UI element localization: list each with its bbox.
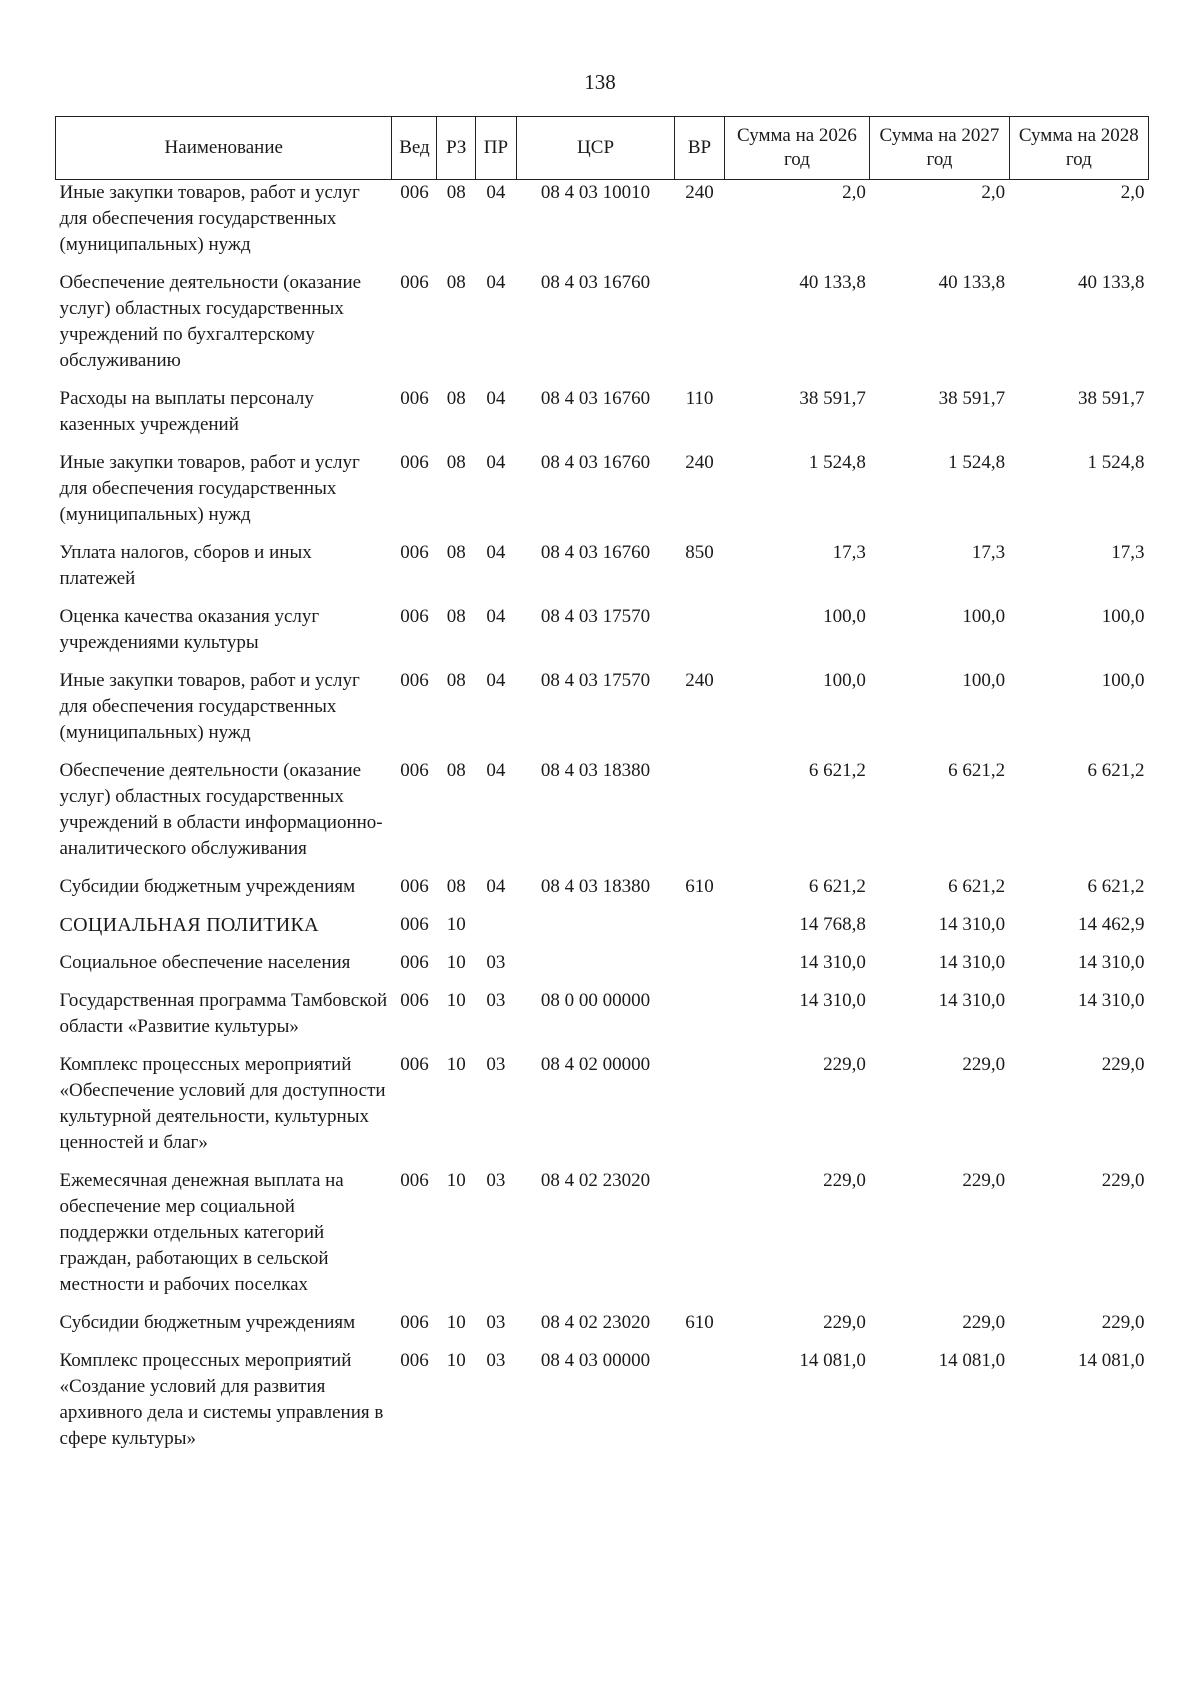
cell-pr: 03 — [486, 1312, 506, 1333]
cell-sum2026: 1 524,8 — [808, 452, 866, 473]
cell-sum2027: 38 591,7 — [938, 388, 1006, 409]
cell-name: Иные закупки товаров, работ и услуг для обеспечения государственных (муниципальных) нужд — [59, 670, 360, 743]
cell-vr: 610 — [685, 876, 714, 897]
cell-name: Комплекс процессных мероприятий «Обеспечение условий для доступности культурной деятельности, культурных ценностей и благ» — [59, 1054, 386, 1153]
cell-csr — [516, 912, 675, 950]
cell-name: Иные закупки товаров, работ и услуг для обеспечения государственных (муниципальных) нужд — [59, 182, 360, 255]
header-sum-2027: Сумма на 2027 год — [870, 117, 1009, 180]
cell-ved: 006 — [400, 452, 429, 473]
cell-sum2028: 100,0 — [1101, 606, 1145, 627]
cell-sum2027: 14 081,0 — [938, 1350, 1006, 1371]
cell-rz: 10 — [446, 952, 466, 973]
header-name: Наименование — [56, 117, 392, 180]
cell-csr: 08 4 02 23020 — [540, 1170, 651, 1191]
cell-sum2028: 1 524,8 — [1087, 452, 1145, 473]
cell-sum2026: 229,0 — [823, 1170, 866, 1191]
cell-pr: 04 — [486, 182, 506, 203]
cell-sum2028: 14 081,0 — [1078, 1350, 1145, 1371]
cell-vr — [675, 1168, 724, 1310]
budget-table — [55, 116, 1149, 1464]
table-row — [56, 874, 1149, 912]
cell-csr: 08 4 03 18380 — [540, 876, 651, 897]
cell-csr: 08 4 03 18380 — [540, 760, 651, 781]
cell-csr: 08 4 03 17570 — [540, 606, 651, 627]
cell-sum2028: 100,0 — [1101, 670, 1145, 691]
header-ved: Вед — [392, 117, 437, 180]
cell-sum2028: 38 591,7 — [1078, 388, 1145, 409]
cell-sum2026: 100,0 — [823, 670, 866, 691]
cell-sum2027: 17,3 — [971, 542, 1006, 563]
table-row — [56, 1348, 1149, 1464]
cell-sum2028: 229,0 — [1101, 1170, 1145, 1191]
cell-sum2027: 100,0 — [962, 606, 1006, 627]
table-row — [56, 1168, 1149, 1310]
cell-ved: 006 — [400, 670, 429, 691]
cell-name: Государственная программа Тамбовской области «Развитие культуры» — [59, 990, 388, 1037]
table-row — [56, 450, 1149, 540]
cell-ved: 006 — [400, 182, 429, 203]
cell-sum2027: 6 621,2 — [948, 876, 1006, 897]
cell-pr: 03 — [486, 990, 506, 1011]
cell-sum2027: 100,0 — [962, 670, 1006, 691]
cell-sum2026: 14 310,0 — [799, 952, 866, 973]
cell-ved: 006 — [400, 952, 429, 973]
cell-sum2028: 14 310,0 — [1078, 990, 1145, 1011]
page-number: 138 — [584, 70, 616, 94]
cell-ved: 006 — [400, 1350, 429, 1371]
cell-ved: 006 — [400, 760, 429, 781]
table-row — [56, 912, 1149, 950]
cell-pr: 04 — [486, 542, 506, 563]
cell-vr: 110 — [685, 388, 714, 409]
cell-sum2026: 40 133,8 — [799, 272, 866, 293]
cell-vr — [675, 1052, 724, 1168]
cell-rz: 10 — [446, 1350, 466, 1371]
table-row — [56, 1310, 1149, 1348]
cell-ved: 006 — [400, 876, 429, 897]
cell-sum2026: 229,0 — [823, 1312, 866, 1333]
cell-csr: 08 4 02 00000 — [540, 1054, 651, 1075]
cell-name: Иные закупки товаров, работ и услуг для обеспечения государственных (муниципальных) нужд — [59, 452, 360, 525]
table-row — [56, 988, 1149, 1052]
cell-vr: 850 — [685, 542, 714, 563]
cell-sum2027: 1 524,8 — [948, 452, 1006, 473]
cell-rz: 08 — [446, 182, 466, 203]
cell-vr — [675, 1348, 724, 1464]
cell-rz: 10 — [446, 914, 466, 935]
cell-ved: 006 — [400, 1054, 429, 1075]
cell-sum2026: 17,3 — [832, 542, 866, 563]
cell-sum2027: 2,0 — [981, 182, 1006, 203]
cell-csr — [516, 950, 675, 988]
cell-sum2028: 14 310,0 — [1078, 952, 1145, 973]
cell-csr: 08 4 03 16760 — [540, 452, 651, 473]
cell-vr — [675, 758, 724, 874]
cell-ved: 006 — [400, 1170, 429, 1191]
cell-name: Оценка качества оказания услуг учреждениями культуры — [59, 606, 320, 653]
header-vr: ВР — [675, 117, 724, 180]
cell-rz: 08 — [446, 542, 466, 563]
cell-csr: 08 4 03 16760 — [540, 542, 651, 563]
table-row — [56, 668, 1149, 758]
cell-pr: 04 — [486, 670, 506, 691]
cell-ved: 006 — [400, 1312, 429, 1333]
cell-sum2027: 14 310,0 — [938, 914, 1006, 935]
cell-sum2027: 229,0 — [962, 1170, 1006, 1191]
cell-csr: 08 4 03 10010 — [540, 182, 651, 203]
table-row — [56, 270, 1149, 386]
cell-vr — [675, 988, 724, 1052]
cell-vr — [675, 912, 724, 950]
cell-sum2027: 14 310,0 — [938, 952, 1006, 973]
cell-sum2028: 14 462,9 — [1078, 914, 1145, 935]
cell-rz: 10 — [446, 1054, 466, 1075]
cell-csr: 08 4 03 00000 — [540, 1350, 651, 1371]
cell-rz: 08 — [446, 452, 466, 473]
cell-ved: 006 — [400, 542, 429, 563]
cell-vr — [675, 950, 724, 988]
header-csr: ЦСР — [516, 117, 675, 180]
table-row — [56, 386, 1149, 450]
cell-sum2026: 2,0 — [842, 182, 866, 203]
cell-pr: 04 — [486, 388, 506, 409]
cell-rz: 08 — [446, 670, 466, 691]
cell-pr: 03 — [486, 1170, 506, 1191]
cell-sum2026: 6 621,2 — [808, 760, 866, 781]
table-row — [56, 1052, 1149, 1168]
table-header-row — [56, 117, 1149, 180]
cell-pr: 04 — [486, 452, 506, 473]
cell-ved: 006 — [400, 272, 429, 293]
cell-sum2026: 229,0 — [823, 1054, 866, 1075]
cell-name: СОЦИАЛЬНАЯ ПОЛИТИКА — [59, 914, 319, 936]
cell-pr: 04 — [486, 606, 506, 627]
table-row — [56, 604, 1149, 668]
cell-ved: 006 — [400, 990, 429, 1011]
cell-sum2028: 229,0 — [1101, 1054, 1145, 1075]
cell-csr: 08 4 03 16760 — [540, 388, 651, 409]
header-pr: ПР — [476, 117, 517, 180]
cell-sum2026: 14 310,0 — [799, 990, 866, 1011]
cell-pr: 04 — [486, 760, 506, 781]
cell-vr: 610 — [685, 1312, 714, 1333]
header-sum-2028: Сумма на 2028 год — [1009, 117, 1148, 180]
cell-vr — [675, 604, 724, 668]
cell-sum2028: 6 621,2 — [1087, 876, 1145, 897]
cell-sum2027: 229,0 — [962, 1054, 1006, 1075]
cell-vr — [675, 270, 724, 386]
cell-name: Расходы на выплаты персоналу казенных учреждений — [59, 388, 314, 435]
cell-sum2028: 40 133,8 — [1078, 272, 1145, 293]
cell-csr: 08 4 03 16760 — [540, 272, 651, 293]
cell-name: Социальное обеспечение населения — [59, 952, 351, 973]
cell-pr: 03 — [486, 952, 506, 973]
cell-sum2026: 14 081,0 — [799, 1350, 866, 1371]
cell-name: Ежемесячная денежная выплата на обеспечение мер социальной поддержки отдельных категорий граждан, работающих в сельской местности и рабочих поселках — [59, 1170, 344, 1295]
cell-vr: 240 — [685, 452, 714, 473]
cell-rz: 08 — [446, 760, 466, 781]
header-sum-2026: Сумма на 2026 год — [724, 117, 870, 180]
cell-pr: 04 — [486, 272, 506, 293]
table-row — [56, 180, 1149, 271]
cell-csr: 08 4 02 23020 — [540, 1312, 651, 1333]
cell-name: Комплекс процессных мероприятий «Создание условий для развития архивного дела и системы управления в сфере культуры» — [59, 1350, 384, 1449]
cell-name: Уплата налогов, сборов и иных платежей — [59, 542, 312, 589]
cell-rz: 08 — [446, 272, 466, 293]
table-row — [56, 540, 1149, 604]
cell-name: Субсидии бюджетным учреждениям — [59, 1312, 356, 1333]
cell-rz: 08 — [446, 876, 466, 897]
cell-sum2027: 229,0 — [962, 1312, 1006, 1333]
cell-name: Обеспечение деятельности (оказание услуг) областных государственных учреждений по бухгалтерскому обслуживанию — [59, 272, 362, 371]
cell-sum2028: 229,0 — [1101, 1312, 1145, 1333]
cell-vr: 240 — [685, 182, 714, 203]
cell-rz: 08 — [446, 388, 466, 409]
cell-pr: 03 — [486, 1054, 506, 1075]
cell-sum2026: 14 768,8 — [799, 914, 866, 935]
cell-sum2026: 100,0 — [823, 606, 866, 627]
table-row — [56, 758, 1149, 874]
cell-sum2027: 40 133,8 — [938, 272, 1006, 293]
cell-sum2027: 6 621,2 — [948, 760, 1006, 781]
cell-rz: 08 — [446, 606, 466, 627]
cell-sum2026: 6 621,2 — [808, 876, 866, 897]
cell-sum2028: 6 621,2 — [1087, 760, 1145, 781]
cell-sum2027: 14 310,0 — [938, 990, 1006, 1011]
cell-sum2028: 2,0 — [1120, 182, 1145, 203]
cell-rz: 10 — [446, 990, 466, 1011]
cell-ved: 006 — [400, 606, 429, 627]
cell-ved: 006 — [400, 388, 429, 409]
cell-ved: 006 — [400, 914, 429, 935]
cell-csr: 08 4 03 17570 — [540, 670, 651, 691]
header-rz: РЗ — [437, 117, 476, 180]
cell-rz: 10 — [446, 1170, 466, 1191]
cell-pr: 03 — [486, 1350, 506, 1371]
cell-rz: 10 — [446, 1312, 466, 1333]
cell-vr: 240 — [685, 670, 714, 691]
cell-pr — [476, 912, 517, 950]
cell-sum2026: 38 591,7 — [799, 388, 866, 409]
cell-name: Субсидии бюджетным учреждениям — [59, 876, 356, 897]
cell-name: Обеспечение деятельности (оказание услуг) областных государственных учреждений в области информационно-аналитического обслуживания — [59, 760, 383, 859]
cell-sum2028: 17,3 — [1111, 542, 1145, 563]
cell-csr: 08 0 00 00000 — [540, 990, 651, 1011]
table-row — [56, 950, 1149, 988]
cell-pr: 04 — [486, 876, 506, 897]
